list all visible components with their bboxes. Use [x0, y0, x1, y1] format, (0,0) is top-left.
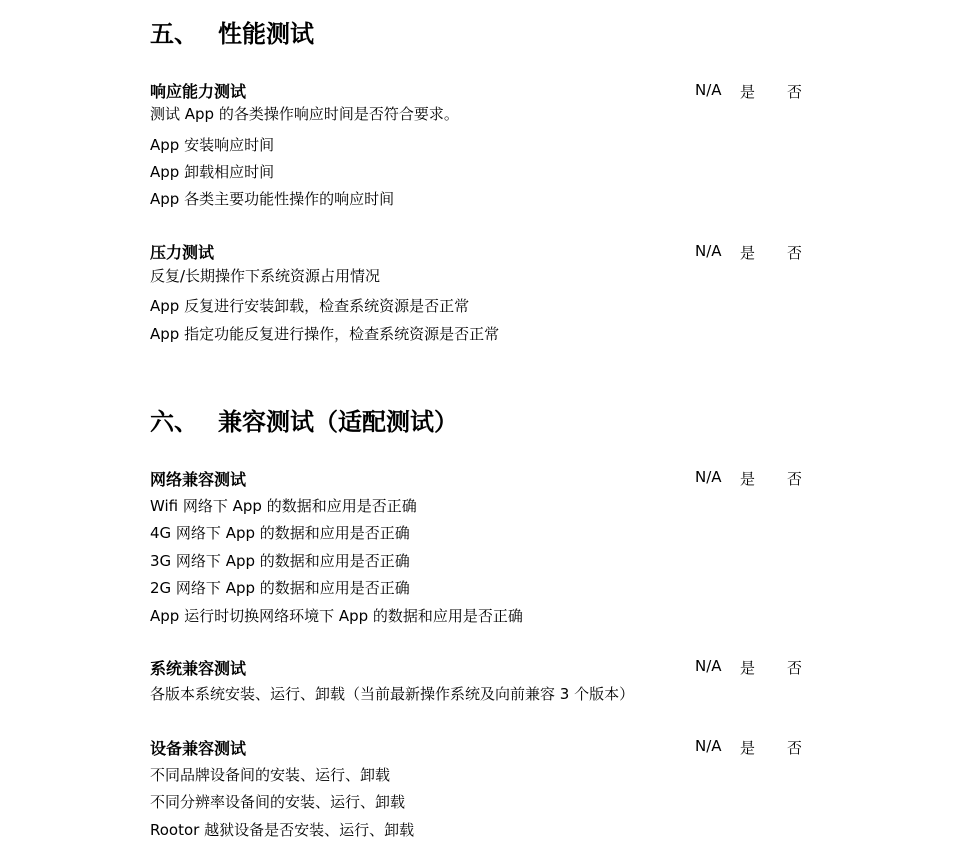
option-no[interactable]: 否 — [787, 244, 803, 262]
section-heading — [150, 14, 314, 49]
subsection-title: 系统兼容测试 — [150, 659, 247, 678]
requirement-line: Rootor 越狱设备是否安装、运行、卸载 — [150, 821, 415, 839]
requirement-line: App 安装响应时间 — [150, 136, 275, 154]
requirement-line: App 卸载相应时间 — [150, 163, 275, 181]
section-number: 六、 — [150, 407, 198, 436]
option-no[interactable]: 否 — [787, 659, 803, 677]
option-na[interactable]: N/A — [695, 81, 722, 99]
section-title: 性能测试 — [218, 19, 314, 48]
option-no[interactable]: 否 — [787, 739, 803, 757]
subsection-title: 网络兼容测试 — [150, 470, 247, 489]
option-yes[interactable]: 是 — [740, 83, 756, 101]
option-na[interactable]: N/A — [695, 657, 722, 675]
requirement-line: App 反复进行安装卸载，检查系统资源是否正常 — [150, 297, 470, 315]
requirement-line: 不同分辨率设备间的安装、运行、卸载 — [150, 793, 406, 811]
option-yes[interactable]: 是 — [740, 739, 756, 757]
subsection-title: 压力测试 — [150, 243, 215, 262]
requirement-line: 反复/长期操作下系统资源占用情况 — [150, 267, 381, 285]
requirement-line: 测试 App 的各类操作响应时间是否符合要求。 — [150, 105, 459, 123]
option-no[interactable]: 否 — [787, 470, 803, 488]
requirement-line: 3G 网络下 App 的数据和应用是否正确 — [150, 552, 410, 570]
option-no[interactable]: 否 — [787, 83, 803, 101]
section-number: 五、 — [150, 19, 198, 48]
section-title: 兼容测试（适配测试） — [218, 407, 458, 436]
requirement-line: Wifi 网络下 App 的数据和应用是否正确 — [150, 497, 417, 515]
option-yes[interactable]: 是 — [740, 470, 756, 488]
requirement-line: 各版本系统安装、运行、卸载（当前最新操作系统及向前兼容 3 个版本） — [150, 685, 635, 703]
subsection-title: 响应能力测试 — [150, 82, 247, 101]
requirement-line: 不同品牌设备间的安装、运行、卸载 — [150, 766, 391, 784]
requirement-line: 4G 网络下 App 的数据和应用是否正确 — [150, 524, 410, 542]
section-heading — [150, 402, 458, 437]
option-na[interactable]: N/A — [695, 468, 722, 486]
requirement-line: App 各类主要功能性操作的响应时间 — [150, 190, 395, 208]
option-yes[interactable]: 是 — [740, 244, 756, 262]
requirement-line: App 指定功能反复进行操作，检查系统资源是否正常 — [150, 325, 500, 343]
requirement-line: App 运行时切换网络环境下 App 的数据和应用是否正确 — [150, 607, 523, 625]
subsection-title: 设备兼容测试 — [150, 739, 247, 758]
option-na[interactable]: N/A — [695, 737, 722, 755]
requirement-line: 2G 网络下 App 的数据和应用是否正确 — [150, 579, 410, 597]
option-na[interactable]: N/A — [695, 242, 722, 260]
option-yes[interactable]: 是 — [740, 659, 756, 677]
